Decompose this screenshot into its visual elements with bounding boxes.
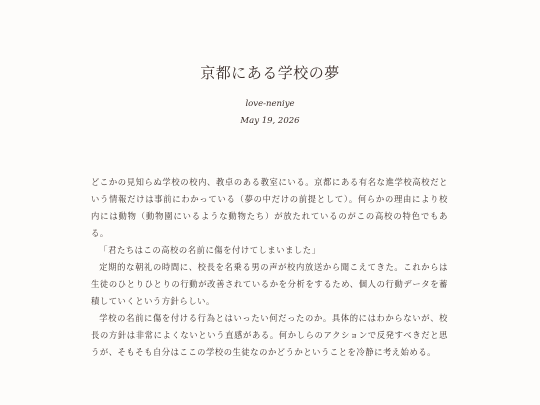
paragraph: どこかの見知らぬ学校の校内、教卓のある教室にいる。京都にある有名な進学校高校だという情報だけは事前にわかっている（夢の中だけの前提として）。何らかの理由により校内には動物（動物園にいるような動物たち）が放たれているのがこの高校の特色でもある。 bbox=[91, 177, 448, 238]
document-author: love-neniye bbox=[245, 99, 295, 109]
document-date: May 19, 2026 bbox=[240, 116, 300, 126]
document-header bbox=[0, 62, 540, 127]
document-title: 京都にある学校の夢 bbox=[200, 64, 340, 82]
document-body bbox=[91, 174, 448, 361]
paragraph: 学校の名前に傷を付ける行為とはいったい何だったのか。具体的にはわからないが、校長の方針は非常によくないという直感がある。何かしらのアクションで反発すべきだと思うが、そもそも自分はここの学校の生徒なのかどうかということを冷静に考え始める。 bbox=[91, 313, 448, 357]
paragraph: 「君たちはこの高校の名前に傷を付けてしまいました」 bbox=[99, 245, 321, 255]
paragraph: 定期的な朝礼の時間に、校長を名乗る男の声が校内放送から聞こえてきた。これからは生徒のひとりひとりの行動が改善されているかを分析をするため、個人の行動データを蓄積していくという方針らしい。 bbox=[91, 262, 448, 306]
